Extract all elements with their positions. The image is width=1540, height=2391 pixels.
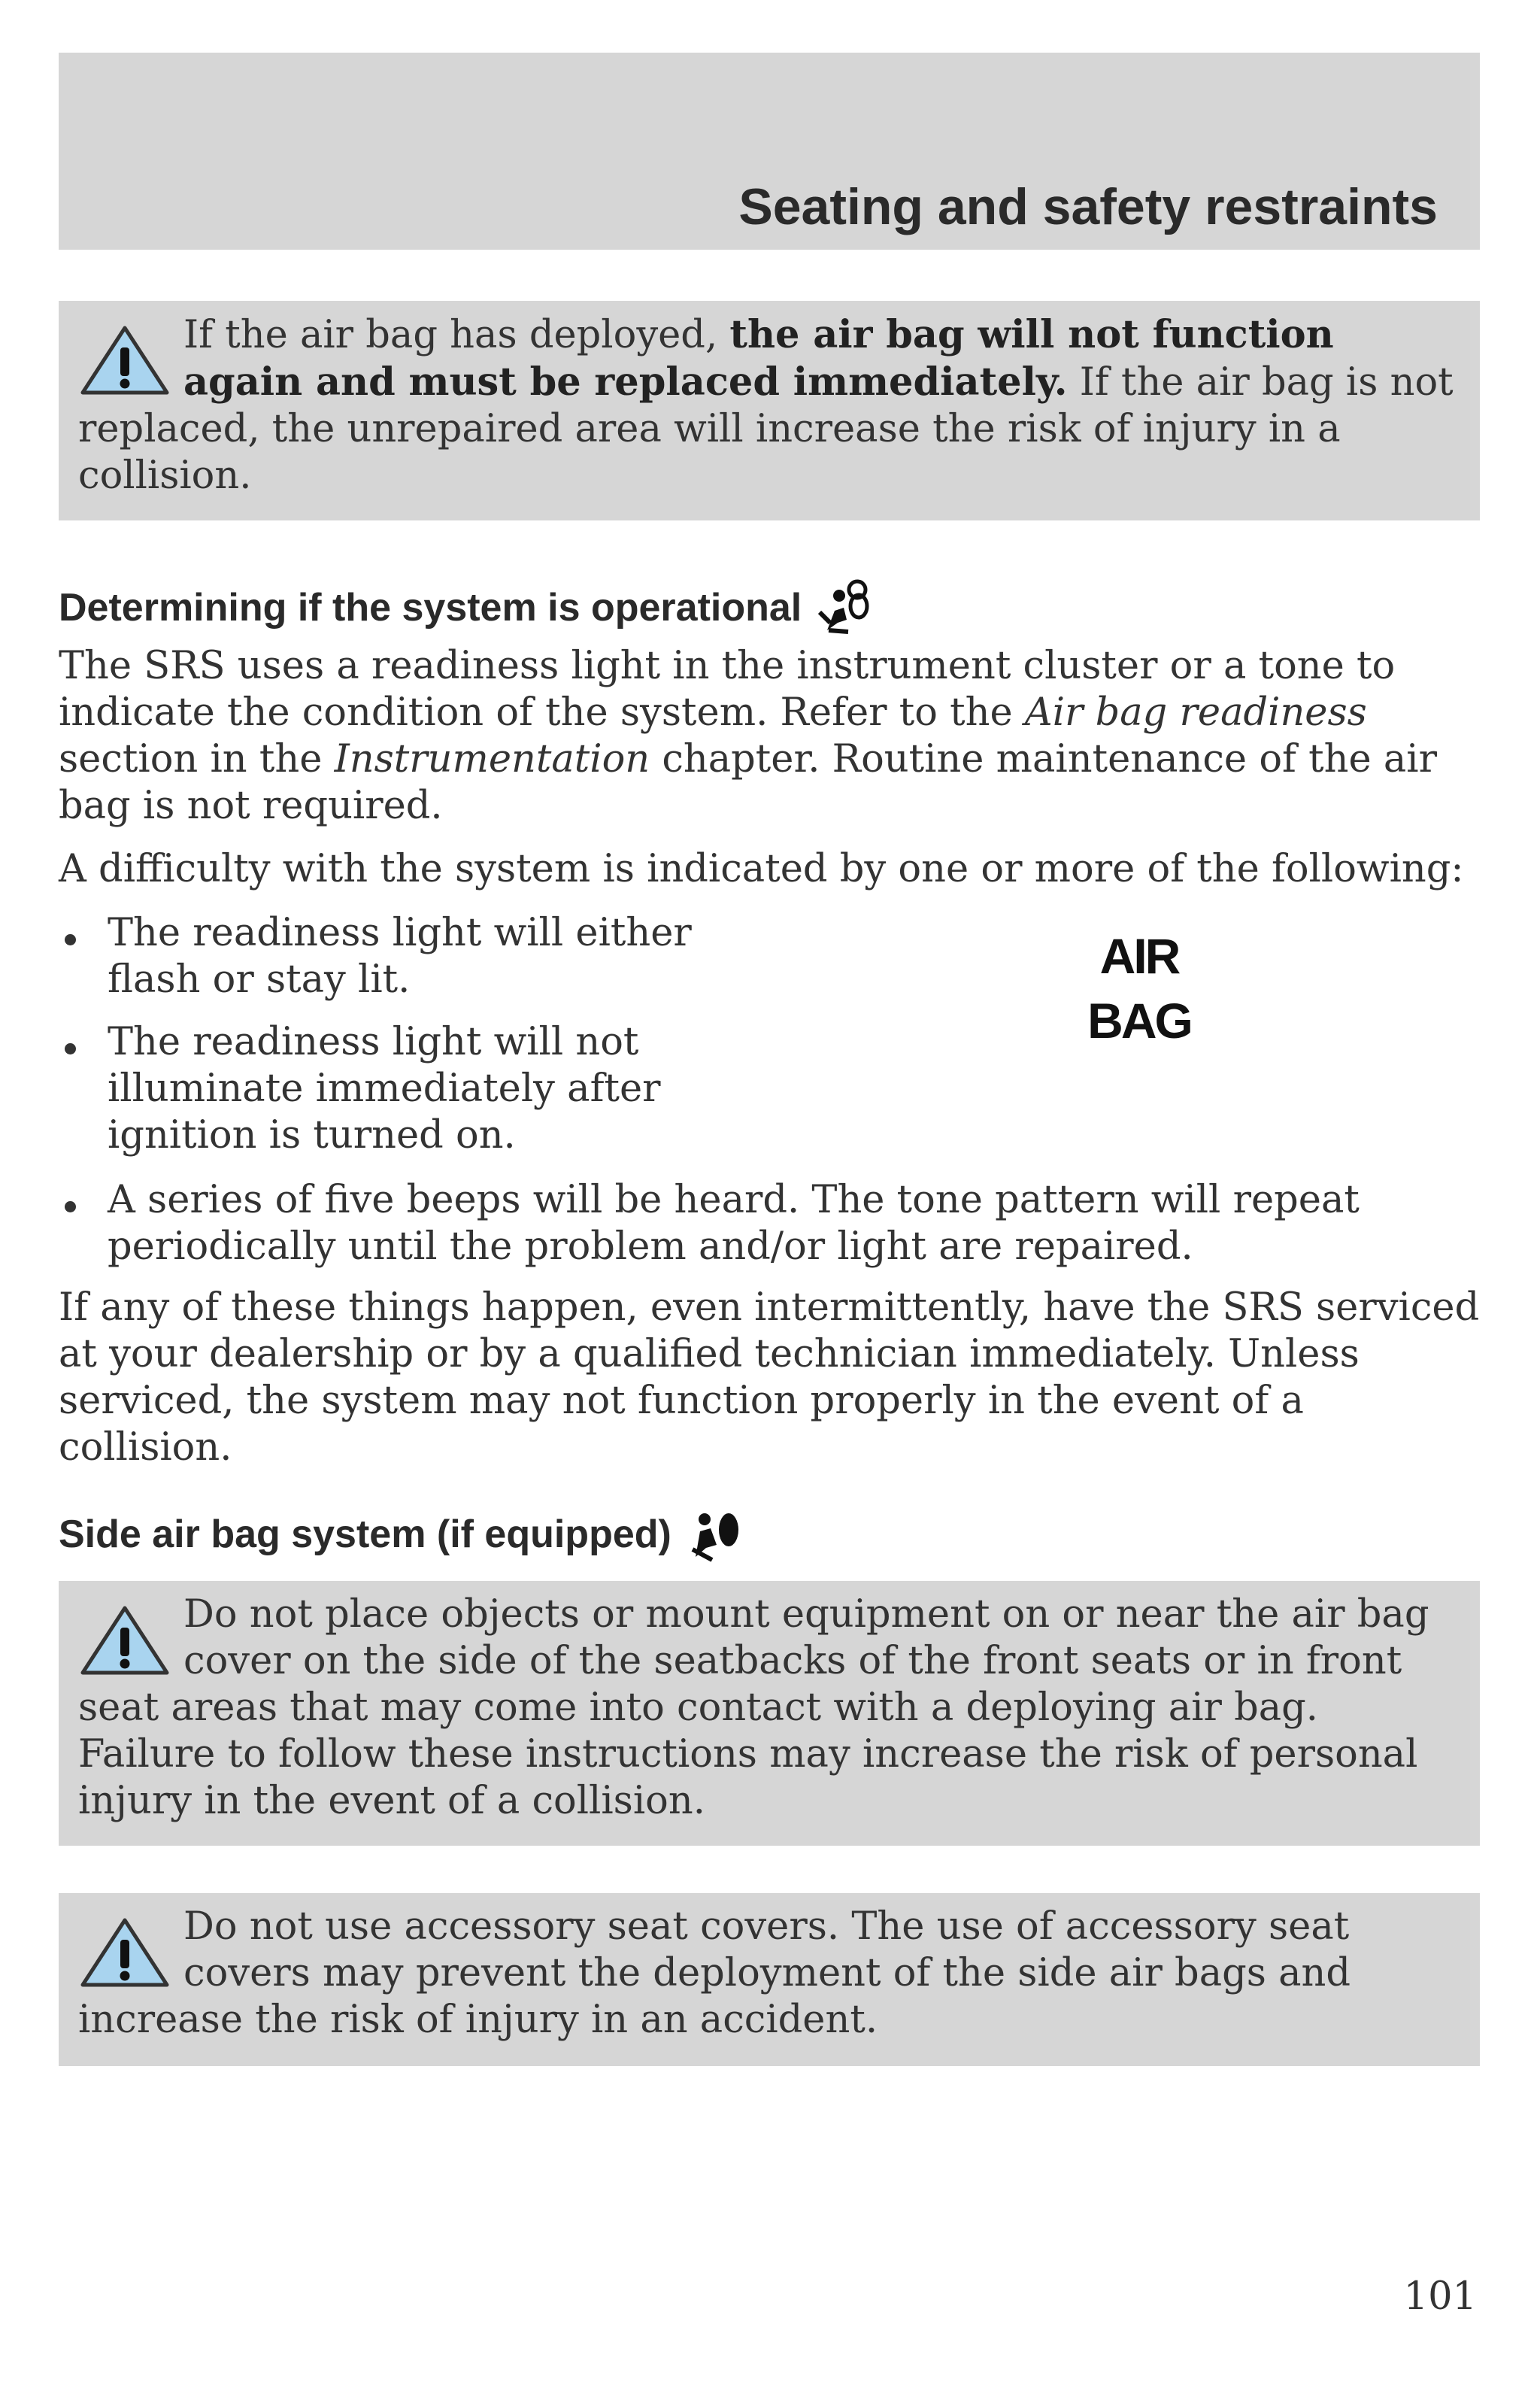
bullet-dot [59, 1177, 89, 1224]
section-heading-side-airbag: Side air bag system (if equipped) [59, 1504, 745, 1564]
warning-text: Do not use accessory seat covers. The use of accessory seat covers may prevent the deployment of the side air bags and increase the risk of injury in an accident. [78, 1904, 1351, 2042]
warning-text: If the air bag has deployed, the air bag will not function again and must be replaced immediately. If the air bag is not replaced, the unrepaired area will increase the risk of injury in a collision. [78, 312, 1454, 498]
bullet-dot [59, 910, 89, 957]
warning-box-seatback-objects [59, 1581, 1480, 1846]
airbag-indicator-label: AIR BAG [1087, 928, 1191, 1048]
warning-box-airbag-deployed [59, 301, 1480, 520]
warning-triangle-icon [78, 323, 171, 399]
airbag-occupant-icon [812, 578, 875, 638]
paragraph-difficulty-intro: A difficulty with the system is indicated by one or more of the following: [59, 847, 1464, 891]
page-title: Seating and safety restraints [738, 178, 1438, 235]
warning-text: Do not place objects or mount equipment on or near the air bag cover on the side of the seatbacks of the front seats or in front seat areas that may come into contact with a deploying air bag. Failure to follow these instructions may increase the risk of personal injury in the event of a collision. [78, 1592, 1429, 1823]
warning-triangle-icon [78, 1916, 171, 1991]
warning-box-seat-covers [59, 1893, 1480, 2066]
side-airbag-seat-icon [682, 1504, 745, 1564]
paragraph-service-advice: If any of these things happen, even intermittently, have the SRS serviced at your dealership or by a qualified technician immediately. Unless serviced, the system may not function properly in the event of a collision. [59, 1285, 1480, 1470]
paragraph-srs-readiness: The SRS uses a readiness light in the instrument cluster or a tone to indicate the condition of the system. Refer to the Air bag readiness section in the Instrumentation chapter. Routine maintenance of the air bag is not required. [59, 644, 1437, 828]
bullet-dot [59, 1019, 89, 1066]
section-heading-operational: Determining if the system is operational [59, 578, 875, 638]
page-number: 101 [1403, 2274, 1477, 2319]
warning-triangle-icon [78, 1604, 171, 1679]
header-band [59, 53, 1480, 250]
